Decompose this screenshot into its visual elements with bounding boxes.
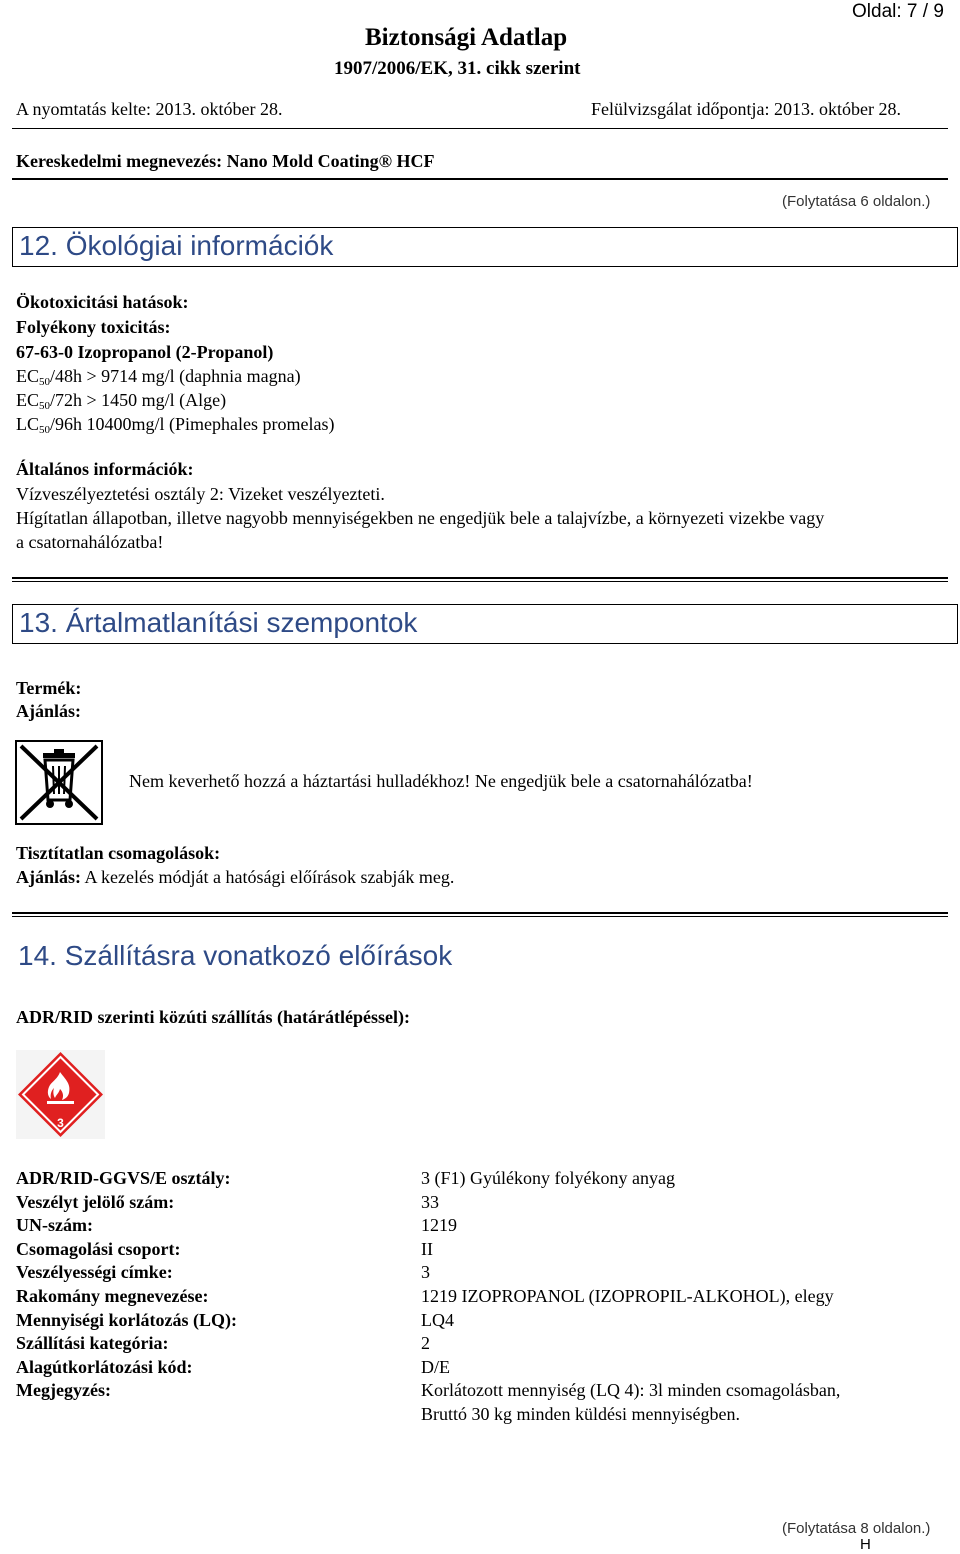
general-info-line-1: Vízveszélyeztetési osztály 2: Vizeket veszélyezteti. [16,484,385,504]
transport-row-value: II [421,1239,433,1259]
section-12-title: 12. Ökológiai információk [19,230,334,261]
transport-row-label: Alagútkorlátozási kód: [16,1357,193,1377]
ecotox-label: Ökotoxicitási hatások: [16,292,189,312]
transport-row-value: 1219 IZOPROPANOL (IZOPROPIL-ALKOHOL), elegy [421,1286,834,1306]
general-info-line-2: Hígítatlan állapotban, illetve nagyobb mennyiségekben ne engedjük bele a talajvízbe, a környezeti vizekbe vagy [16,508,825,528]
product-disposal-text: Nem keverhető hozzá a háztartási hulladékhoz! Ne engedjük bele a csatornahálózatba! [129,771,753,791]
adr-heading: ADR/RID szerinti közúti szállítás (határátlépéssel): [16,1007,410,1027]
continued-to: (Folytatása 8 oldalon.) [782,1520,931,1537]
tox-value-1: $EC_{50}/48h > 9714$ mg/l (daphnia magna) [16,366,301,388]
section-14-title: 14. Szállításra vonatkozó előírások [18,940,453,971]
substance-name: 67-63-0 Izopropanol (2-Propanol) [16,342,274,362]
transport-row-label: Megjegyzés: [16,1380,111,1400]
flammable-hazard-label-icon [16,1050,105,1139]
transport-row-label: Szállítási kategória: [16,1333,169,1353]
transport-row-value: Korlátozott mennyiség (LQ 4): 3l minden csomagolásban, [421,1380,841,1400]
trade-name-underline [12,178,948,180]
crossed-out-bin-icon [15,740,103,825]
aquatic-toxicity-label: Folyékony toxicitás: [16,317,171,337]
transport-row-label: Veszélyességi címke: [16,1262,173,1282]
transport-note-line-2: Bruttó 30 kg minden küldési mennyiségben. [421,1404,740,1424]
transport-row-label: Veszélyt jelölő szám: [16,1192,175,1212]
uncleaned-rec-text: A kezelés módját a hatósági előírások szabják meg. [81,867,455,887]
uncleaned-rec-label: Ajánlás: [16,867,82,887]
uncleaned-packaging-label: Tisztítatlan csomagolások: [16,843,221,863]
transport-row-value: D/E [421,1357,450,1377]
header-divider [12,128,948,129]
transport-row-value: 33 [421,1192,439,1212]
general-info-line-3: a csatornahálózatba! [16,532,164,552]
section-divider-13-14 [12,912,948,917]
transport-row-label: Mennyiségi korlátozás (LQ): [16,1310,237,1330]
section-13-title: 13. Ártalmatlanítási szempontok [19,607,418,638]
continued-from: (Folytatása 6 oldalon.) [782,193,931,210]
product-label: Termék: [16,678,82,698]
tox-value-2: $EC_{50}/72h > 1450$ mg/l (Alge) [16,390,227,412]
transport-row-value: 1219 [421,1215,457,1235]
transport-row-value: 2 [421,1333,430,1353]
document-subtitle: 1907/2006/EK, 31. cikk szerint [334,58,581,79]
document-title: Biztonsági Adatlap [365,24,568,51]
transport-row-value: 3 (F1) Gyúlékony folyékony anyag [421,1168,675,1188]
transport-row-label: ADR/RID-GGVS/E osztály: [16,1168,231,1188]
general-info-label: Általános információk: [16,459,194,479]
section-14-header [12,938,958,978]
page-number: Oldal: 7 / 9 [852,1,944,22]
section-12-header [12,227,958,267]
print-date: A nyomtatás kelte: 2013. október 28. [16,99,283,119]
transport-row-value: 3 [421,1262,430,1282]
trade-name: Kereskedelmi megnevezés: Nano Mold Coating® HCF [16,151,435,171]
revision-date: Felülvizsgálat időpontja: 2013. október 28. [591,99,901,119]
section-13-header [12,604,958,644]
country-code: H [860,1536,871,1553]
hazard-class-number: 3 [57,1116,64,1130]
transport-row-label: Rakomány megnevezése: [16,1286,209,1306]
uncleaned-recommendation [16,867,454,888]
tox-value-3: $LC_{50}/96h$ 10400mg/l (Pimephales promelas) [16,414,335,436]
transport-row-label: UN-szám: [16,1215,93,1235]
transport-row-value: LQ4 [421,1310,454,1330]
transport-row-label: Csomagolási csoport: [16,1239,181,1259]
section-divider-12-13 [12,577,948,582]
recommendation-label: Ajánlás: [16,701,82,721]
